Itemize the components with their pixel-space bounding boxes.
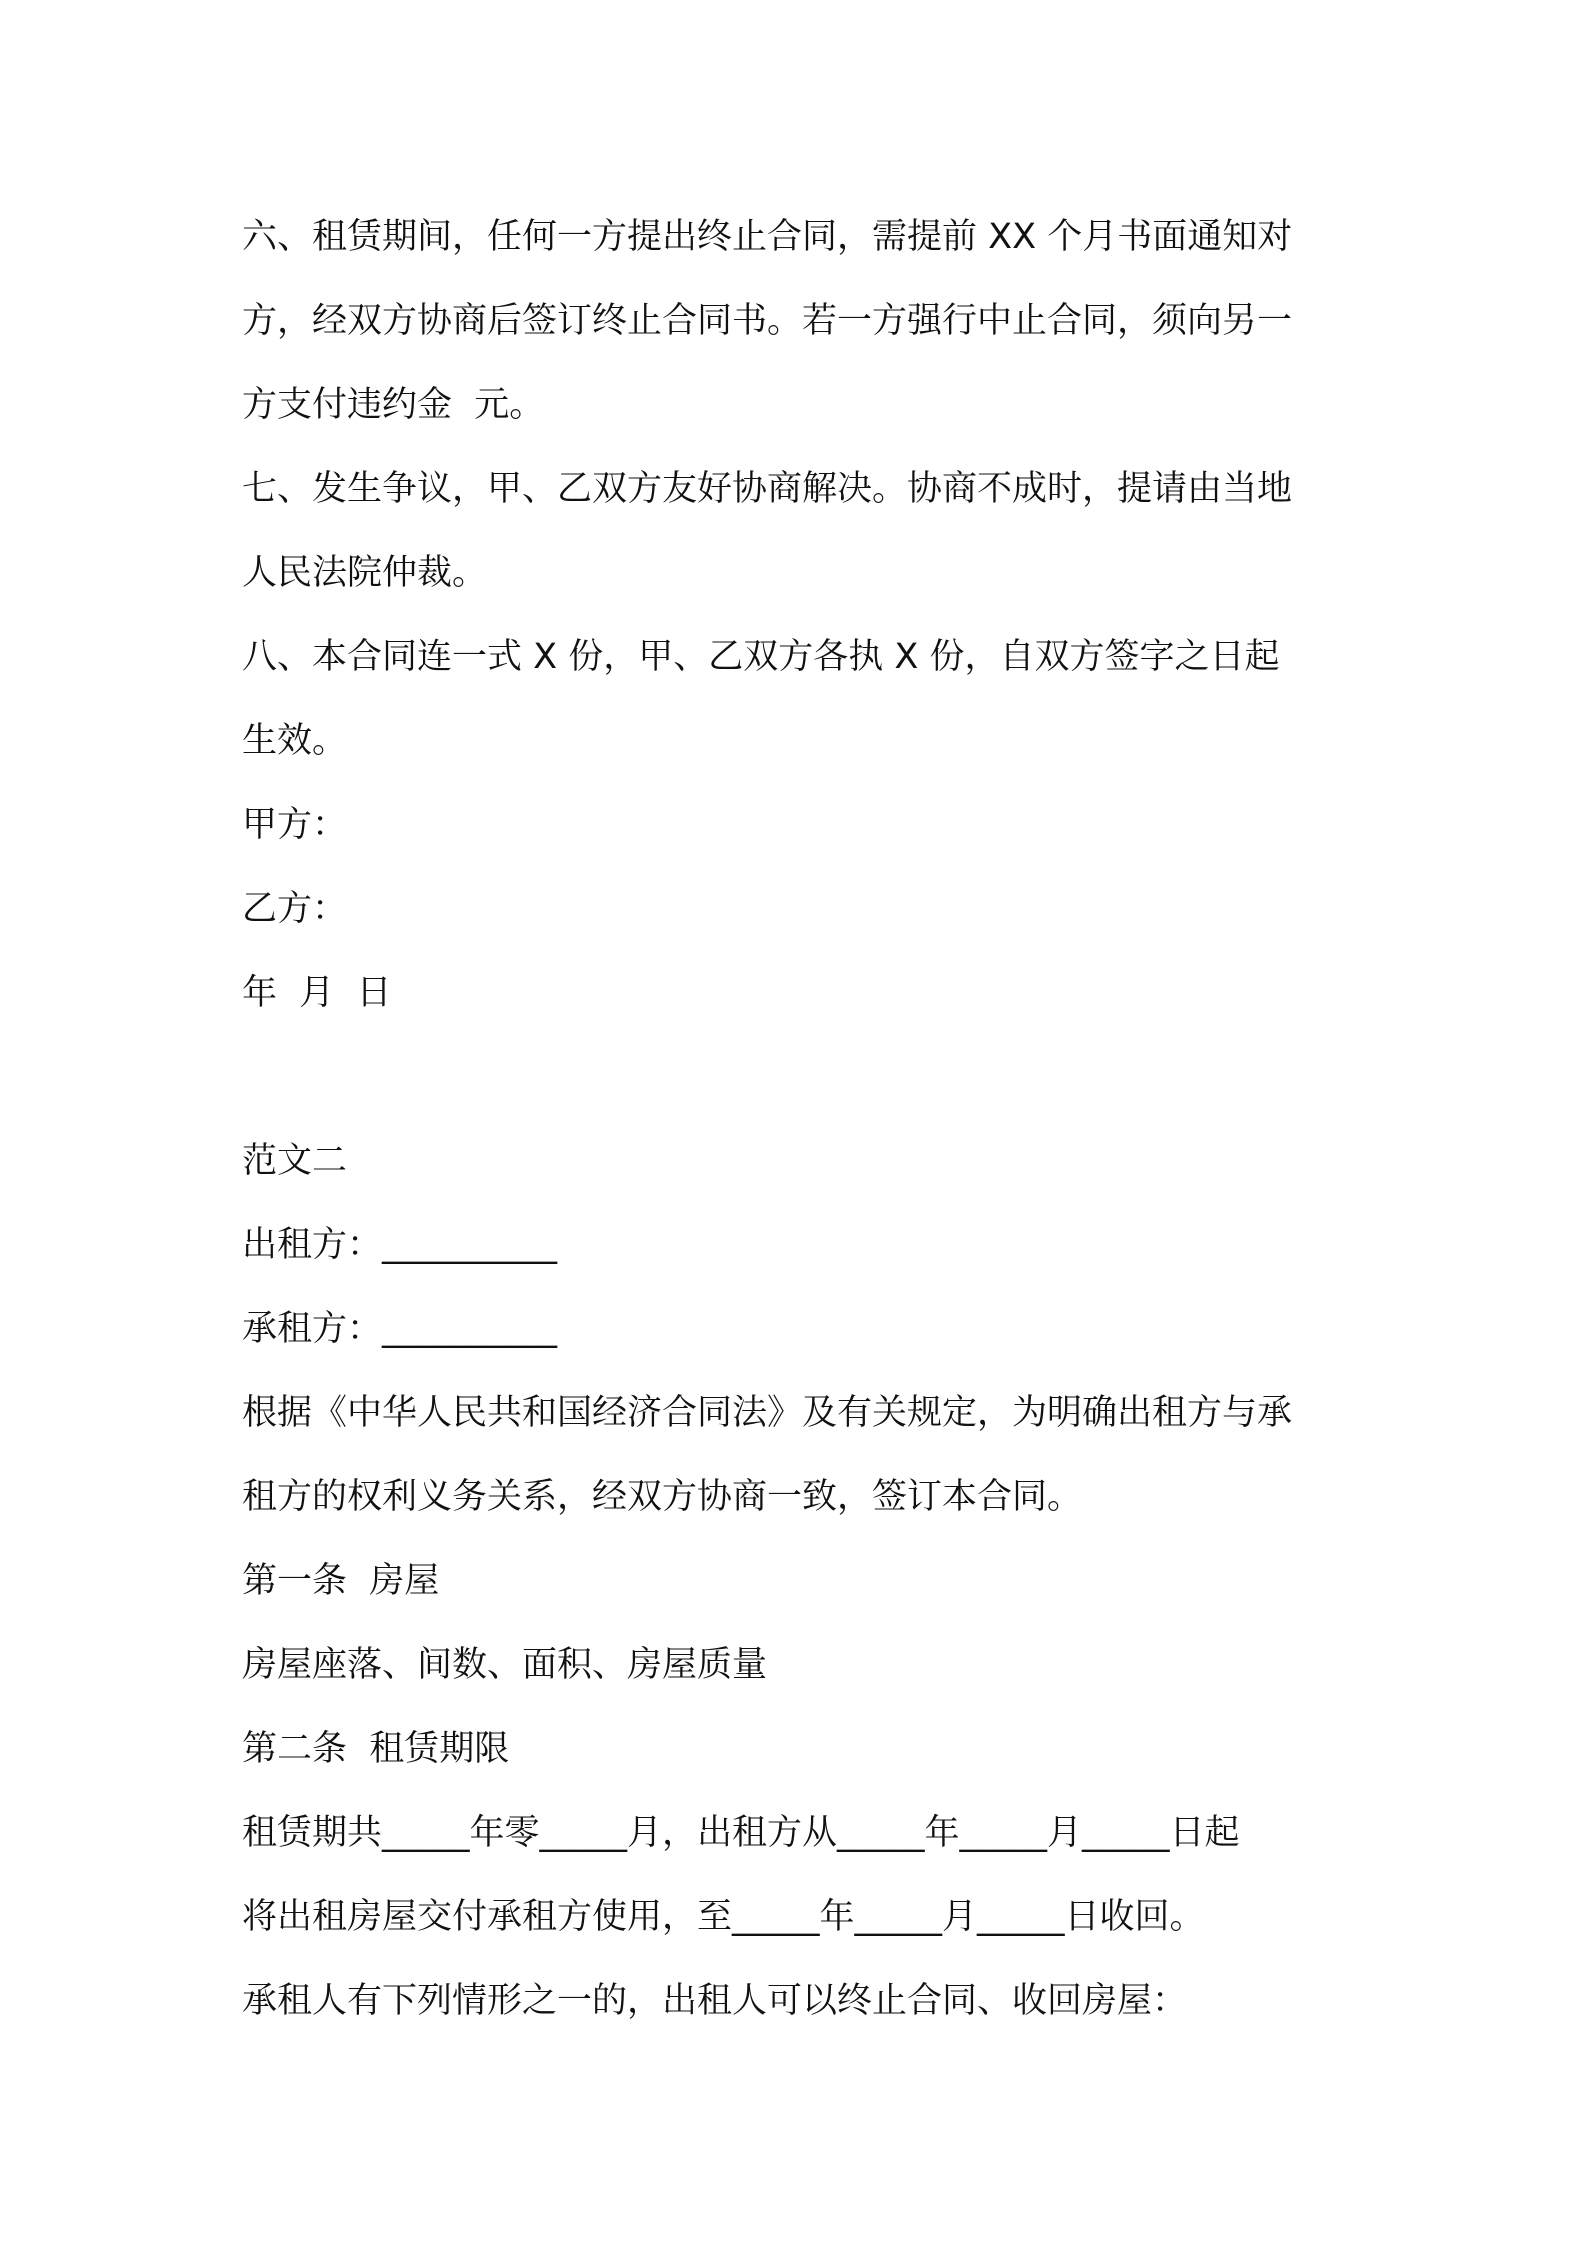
lessee-field: 承租方：__________ xyxy=(242,1309,558,1349)
article-1-text: 房屋座落、间数、面积、房屋质量 xyxy=(242,1645,768,1685)
preamble-line-1: 根据《中华人民共和国经济合同法》及有关规定，为明确出租方与承 xyxy=(242,1393,1293,1433)
preamble-line-2: 租方的权利义务关系，经双方协商一致，签订本合同。 xyxy=(242,1477,1083,1517)
clause-8-line-2: 生效。 xyxy=(242,721,348,761)
section-title: 范文二 xyxy=(242,1141,348,1181)
clause-6-line-1: 六、租赁期间，任何一方提出终止合同，需提前 XX 个月书面通知对 xyxy=(242,217,1293,257)
party-b-signature: 乙方： xyxy=(242,889,348,929)
clause-7-line-1: 七、发生争议，甲、乙双方友好协商解决。协商不成时，提请由当地 xyxy=(242,469,1293,509)
article-1-heading: 第一条 房屋 xyxy=(242,1561,440,1601)
termination-clause: 承租人有下列情形之一的，出租人可以终止合同、收回房屋： xyxy=(242,1981,1188,2021)
clause-6-line-2: 方，经双方协商后签订终止合同书。若一方强行中止合同，须向另一 xyxy=(242,301,1293,341)
document-body xyxy=(242,195,1362,2043)
article-2-heading: 第二条 租赁期限 xyxy=(242,1729,510,1769)
signature-date: 年 月 日 xyxy=(242,973,392,1013)
section-spacer xyxy=(242,1035,1362,1119)
clause-7-line-2: 人民法院仲裁。 xyxy=(242,553,488,593)
clause-6-line-3: 方支付违约金 元。 xyxy=(242,385,545,425)
article-2-line-1: 租赁期共_____年零_____月，出租方从_____年_____月_____日起 xyxy=(242,1813,1240,1853)
lessor-field: 出租方：__________ xyxy=(242,1225,558,1265)
clause-8-line-1: 八、本合同连一式 X 份，甲、乙双方各执 X 份，自双方签字之日起 xyxy=(242,637,1280,677)
article-2-line-2: 将出租房屋交付承租方使用，至_____年_____月_____日收回。 xyxy=(242,1897,1205,1937)
party-a-signature: 甲方： xyxy=(242,805,348,845)
